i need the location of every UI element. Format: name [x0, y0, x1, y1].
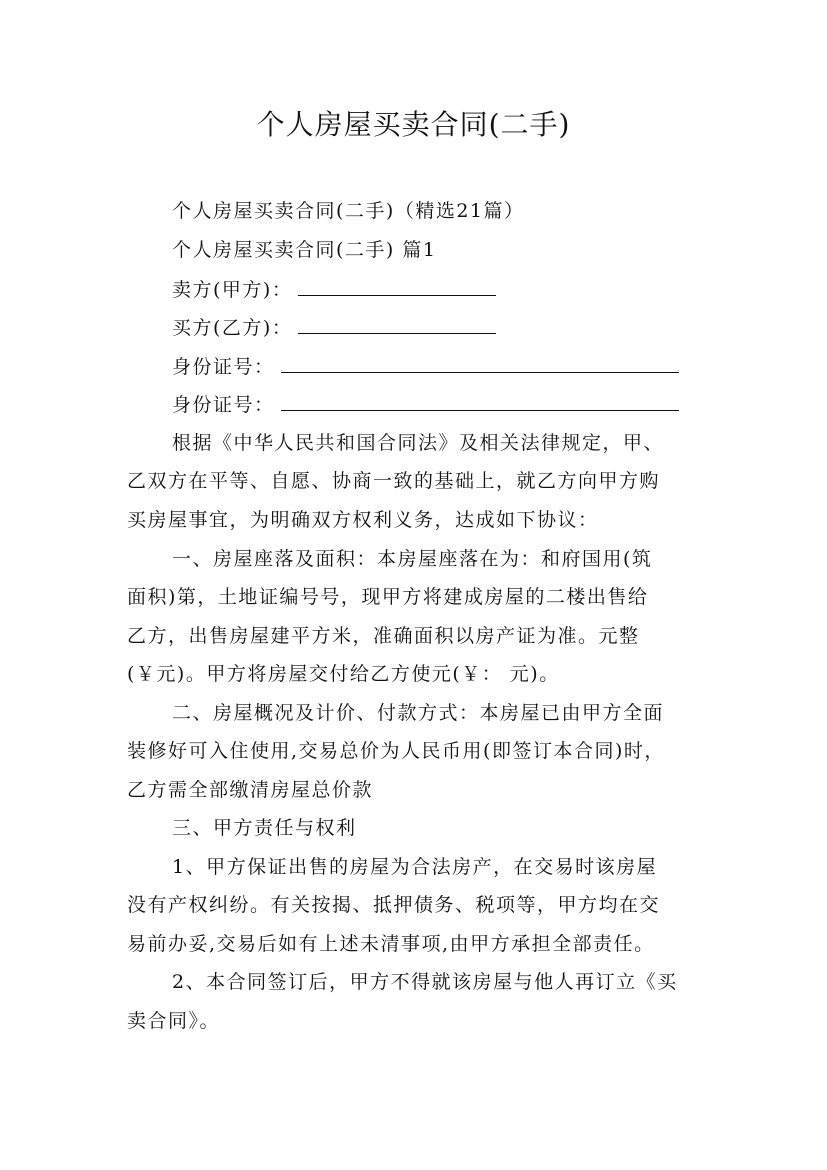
- id-field-2: [172, 392, 679, 418]
- body-line: 一、房屋座落及面积：本房屋座落在为：和府国用(筑: [172, 548, 653, 570]
- body-line: 乙方需全部缴清房屋总价款: [127, 779, 374, 801]
- body-line: 2、本合同签订后，甲方不得就该房屋与他人再订立《买: [172, 971, 678, 993]
- body-line: 装修好可入住使用,交易总价为人民币用(即签订本合同)时，: [127, 740, 665, 762]
- id-blank-2: [281, 392, 679, 411]
- document-subtitle: 个人房屋买卖合同(二手)（精选21篇）: [172, 200, 525, 222]
- body-line: 三、甲方责任与权利: [172, 817, 357, 839]
- body-line: 乙双方在平等、自愿、协商一致的基础上，就乙方向甲方购: [127, 470, 661, 492]
- seller-label: 卖方(甲方)：: [172, 279, 293, 301]
- document-title: 个人房屋买卖合同(二手): [256, 108, 571, 141]
- body-line: 没有产权纠纷。有关按揭、抵押债务、税项等，甲方均在交: [127, 894, 661, 916]
- seller-field: [172, 277, 496, 303]
- body-line: 买房屋事宜，为明确双方权利义务，达成如下协议：: [127, 509, 599, 531]
- body-line: 1、甲方保证出售的房屋为合法房产，在交易时该房屋: [172, 856, 658, 878]
- body-line: (￥元)。甲方将房屋交付给乙方使元(￥： 元)。: [127, 663, 560, 685]
- buyer-label: 买方(乙方)：: [172, 317, 293, 339]
- buyer-field: [172, 315, 496, 341]
- id-label-2: 身份证号：: [172, 394, 275, 416]
- section-heading: 个人房屋买卖合同(二手) 篇1: [172, 239, 437, 261]
- body-line: 面积)第，土地证编号号，现甲方将建成房屋的二楼出售给: [127, 586, 649, 608]
- body-line: 卖合同》。: [127, 1010, 221, 1032]
- id-field-1: [172, 354, 679, 380]
- body-line: 易前办妥,交易后如有上述未清事项,由甲方承担全部责任。: [127, 933, 655, 955]
- body-line: 乙方，出售房屋建平方米，准确面积以房产证为准。元整: [127, 625, 640, 647]
- id-blank-1: [281, 354, 679, 373]
- seller-blank: [298, 277, 496, 296]
- id-label-1: 身份证号：: [172, 356, 275, 378]
- body-line: 二、房屋概况及计价、付款方式：本房屋已由甲方全面: [172, 702, 665, 724]
- body-line: 根据《中华人民共和国合同法》及相关法律规定，甲、: [172, 432, 665, 454]
- buyer-blank: [298, 315, 496, 334]
